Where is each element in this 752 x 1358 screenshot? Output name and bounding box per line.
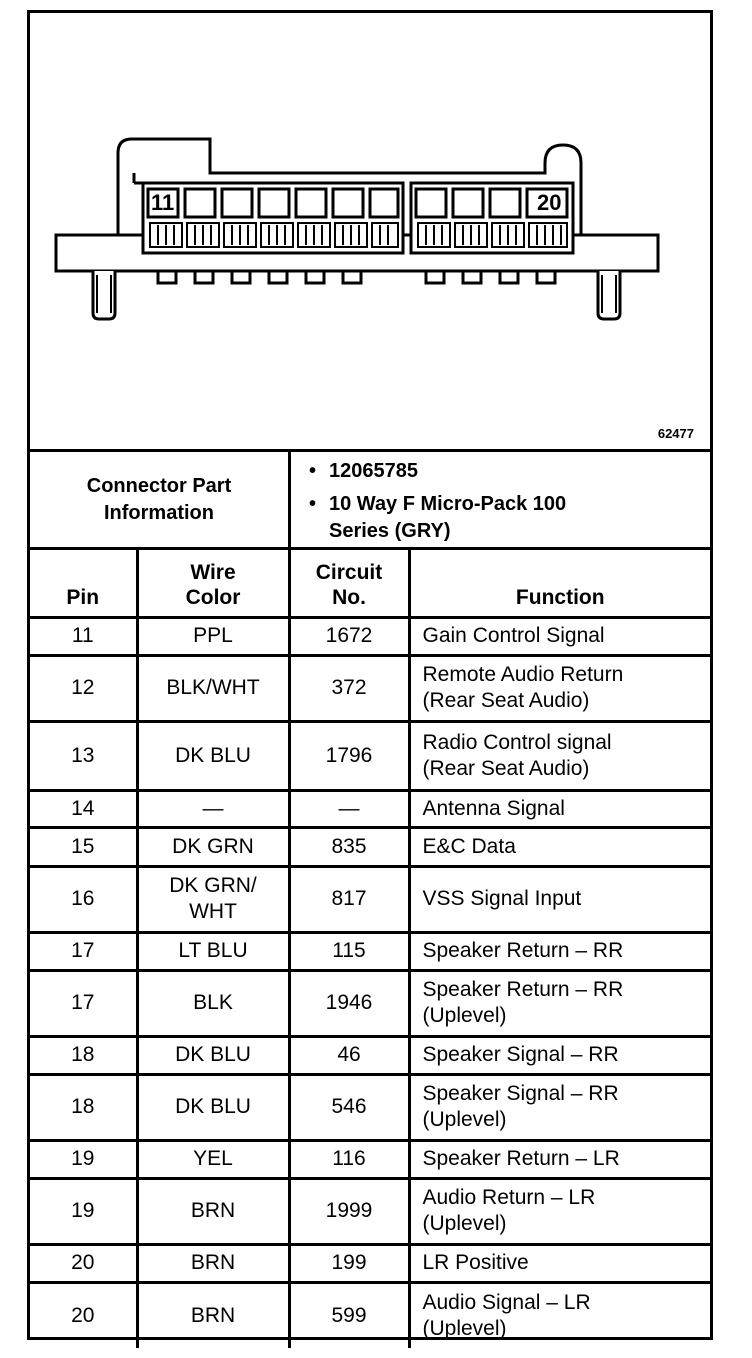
function-cell — [409, 1178, 710, 1244]
table-row — [30, 827, 710, 866]
pin-label-first: 11 — [151, 190, 175, 215]
wire-color-cell: BRN — [137, 1244, 289, 1282]
table-row — [30, 1244, 710, 1282]
pin-label-last: 20 — [537, 190, 562, 215]
function-text: Radio Control signal (Rear Seat Audio) — [422, 730, 612, 780]
pin-cell: 18 — [30, 1036, 137, 1074]
connector-type: • 10 Way F Micro-Pack 100 Series (GRY) — [329, 491, 629, 545]
circuit-cell: 116 — [289, 1140, 409, 1178]
wire-color-cell: — — [137, 790, 289, 827]
circuit-cell: 599 — [289, 1282, 409, 1348]
pin-cell: 13 — [30, 721, 137, 790]
pin-cell: 16 — [30, 866, 137, 932]
function-cell: Gain Control Signal — [409, 617, 710, 655]
pin-cell: 14 — [30, 790, 137, 827]
pin-cell: 17 — [30, 970, 137, 1036]
circuit-cell: 1796 — [289, 721, 409, 790]
function-cell: LR Positive — [409, 1244, 710, 1282]
function-cell — [409, 655, 710, 721]
part-info-label — [30, 452, 291, 547]
part-info-label-text: Connector Part Information — [86, 474, 232, 524]
table-row — [30, 1074, 710, 1140]
table-row — [30, 866, 710, 932]
part-number: • 12065785 — [329, 458, 418, 485]
function-cell: Speaker Return – RR — [409, 932, 710, 970]
function-cell: VSS Signal Input — [409, 866, 710, 932]
pin-cell: 20 — [30, 1244, 137, 1282]
function-text: Audio Signal – LR (Uplevel) — [422, 1290, 591, 1340]
wire-color-cell — [137, 866, 289, 932]
function-cell: Speaker Signal – RR — [409, 1036, 710, 1074]
figure-id: 62477 — [657, 426, 694, 441]
function-cell: E&C Data — [409, 827, 710, 866]
wire-color-cell: DK BLU — [137, 721, 289, 790]
header-pin: Pin — [30, 547, 137, 617]
table-row — [30, 1282, 710, 1348]
function-cell: Antenna Signal — [409, 790, 710, 827]
header-circuit — [289, 547, 409, 617]
pin-cell: 17 — [30, 932, 137, 970]
circuit-cell: 372 — [289, 655, 409, 721]
circuit-cell: 835 — [289, 827, 409, 866]
pin-cell: 19 — [30, 1178, 137, 1244]
wire-color-cell: BLK/WHT — [137, 655, 289, 721]
function-cell — [409, 970, 710, 1036]
wire-color-cell: BRN — [137, 1178, 289, 1244]
pin-cell: 19 — [30, 1140, 137, 1178]
connector-bottom-pins — [158, 271, 555, 283]
table-row — [30, 617, 710, 655]
circuit-cell: 115 — [289, 932, 409, 970]
part-info-values — [291, 452, 710, 547]
wire-color-cell: PPL — [137, 617, 289, 655]
circuit-cell: 46 — [289, 1036, 409, 1074]
connector-part-info — [30, 452, 710, 550]
connector-illustration — [30, 13, 710, 452]
header-function: Function — [409, 547, 710, 617]
table-header-row — [30, 547, 710, 617]
connector-sheet — [27, 10, 713, 1340]
function-cell — [409, 1282, 710, 1348]
pin-cell: 18 — [30, 1074, 137, 1140]
wire-color-text: DK GRN/ WHT — [169, 874, 257, 923]
function-text: Speaker Signal – RR (Uplevel) — [422, 1082, 619, 1131]
function-cell — [409, 1074, 710, 1140]
wire-color-cell: YEL — [137, 1140, 289, 1178]
circuit-cell: 546 — [289, 1074, 409, 1140]
header-circuit-text: Circuit No. — [315, 560, 383, 609]
table-row — [30, 970, 710, 1036]
circuit-cell: 1946 — [289, 970, 409, 1036]
table-row — [30, 1140, 710, 1178]
function-text: Speaker Return – RR (Uplevel) — [422, 978, 624, 1027]
circuit-cell: 817 — [289, 866, 409, 932]
header-wire-color-text: Wire Color — [185, 560, 241, 609]
connector-drawing — [30, 13, 710, 449]
circuit-cell: — — [289, 790, 409, 827]
table-row — [30, 721, 710, 790]
function-text: Remote Audio Return (Rear Seat Audio) — [422, 663, 624, 712]
wire-color-cell: DK BLU — [137, 1074, 289, 1140]
pin-cell: 15 — [30, 827, 137, 866]
circuit-cell: 1999 — [289, 1178, 409, 1244]
table-row — [30, 655, 710, 721]
circuit-cell: 199 — [289, 1244, 409, 1282]
wire-color-cell: BLK — [137, 970, 289, 1036]
function-text: Audio Return – LR (Uplevel) — [422, 1186, 596, 1235]
wire-color-cell: DK BLU — [137, 1036, 289, 1074]
header-wire-color — [137, 547, 289, 617]
table-row — [30, 790, 710, 827]
pin-cell: 12 — [30, 655, 137, 721]
circuit-cell: 1672 — [289, 617, 409, 655]
function-cell: Speaker Return – LR — [409, 1140, 710, 1178]
pin-cell: 20 — [30, 1282, 137, 1348]
function-cell — [409, 721, 710, 790]
wire-color-cell: LT BLU — [137, 932, 289, 970]
table-row — [30, 1036, 710, 1074]
terminal-locks — [150, 223, 567, 247]
cavity-row-top-left — [148, 189, 398, 217]
pin-cell: 11 — [30, 617, 137, 655]
table-row — [30, 932, 710, 970]
table-row — [30, 1178, 710, 1244]
wire-color-cell: BRN — [137, 1282, 289, 1348]
pin-table — [30, 547, 710, 1348]
wire-color-cell: DK GRN — [137, 827, 289, 866]
